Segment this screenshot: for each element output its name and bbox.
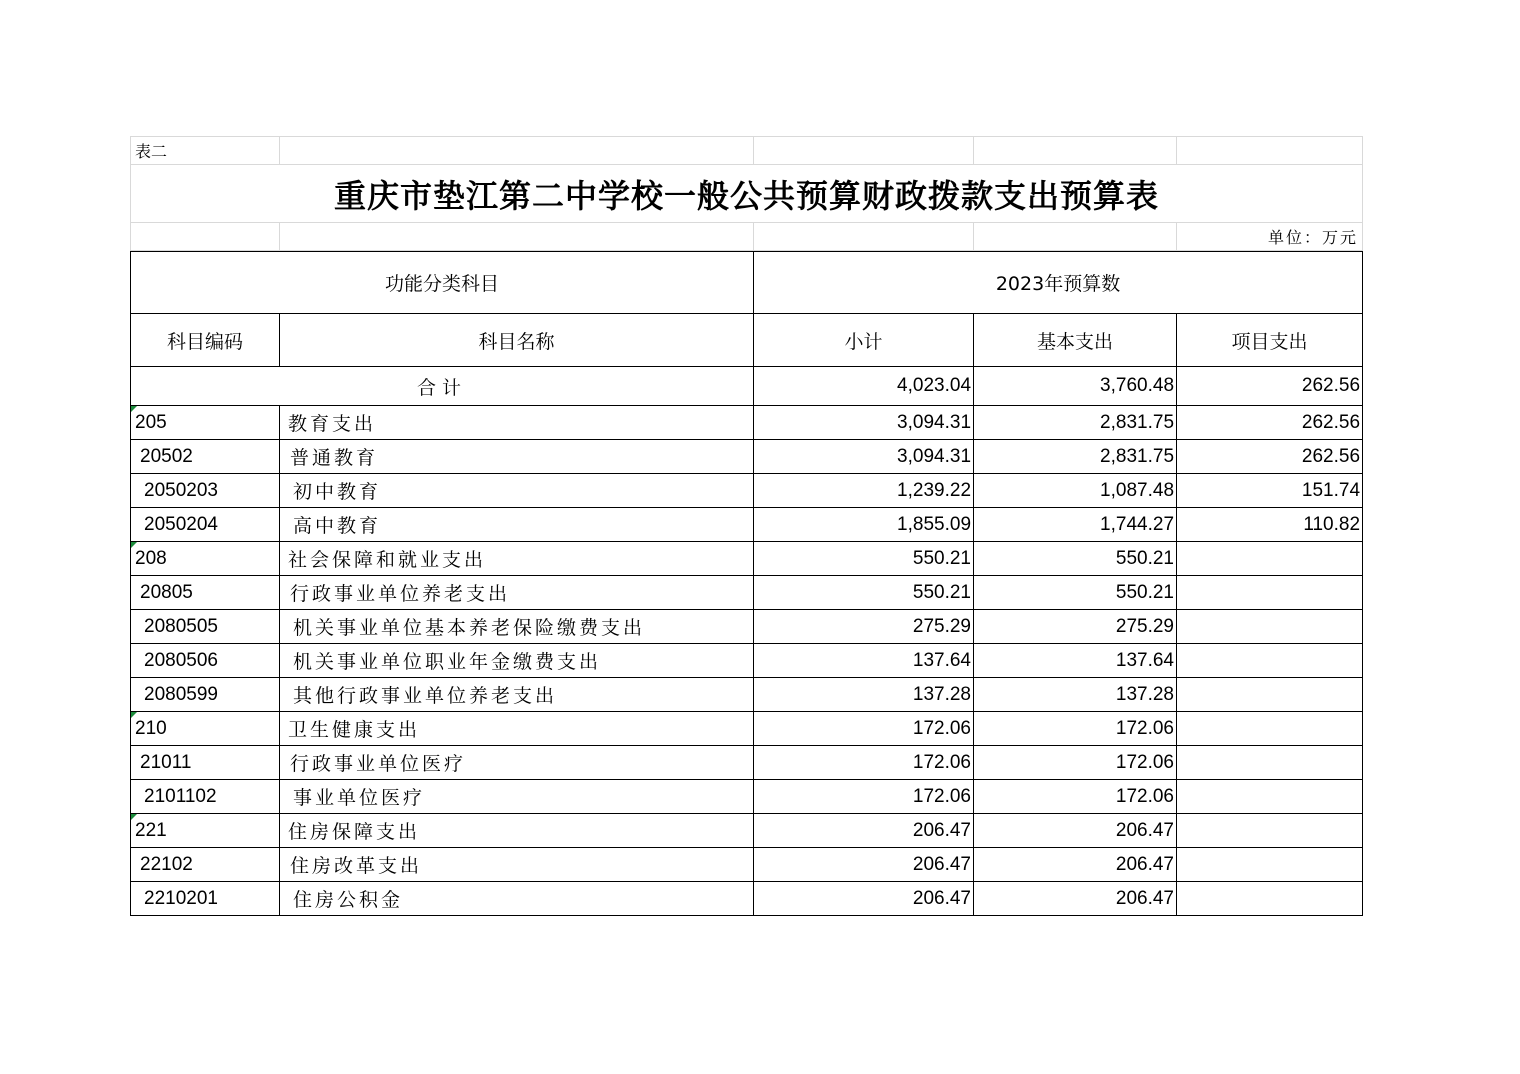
cell-code[interactable]: 2050204 [131,508,280,542]
cell-project[interactable] [1177,610,1363,644]
cell-code[interactable]: 21011 [131,746,280,780]
cell-basic[interactable]: 275.29 [974,610,1177,644]
unit-label[interactable]: 单位：万元 [1177,223,1363,251]
empty-cell[interactable] [974,137,1177,165]
cell-basic[interactable]: 172.06 [974,780,1177,814]
cell-code[interactable]: 2210201 [131,882,280,916]
cell-basic[interactable]: 206.47 [974,814,1177,848]
cell-marker-icon [131,542,137,548]
cell-subtotal[interactable]: 172.06 [754,712,974,746]
cell-code[interactable]: 2101102 [131,780,280,814]
table-label[interactable]: 表二 [131,137,280,165]
header-function-category[interactable]: 功能分类科目 [131,252,754,314]
header-subtotal[interactable]: 小计 [754,314,974,367]
cell-basic[interactable]: 172.06 [974,712,1177,746]
total-label[interactable]: 合计 [131,367,754,406]
cell-basic[interactable]: 137.28 [974,678,1177,712]
cell-project[interactable] [1177,814,1363,848]
cell-name[interactable]: 卫生健康支出 [280,712,754,746]
cell-basic[interactable]: 2,831.75 [974,440,1177,474]
cell-name[interactable]: 初中教育 [280,474,754,508]
table-row [131,712,1363,746]
cell-project[interactable]: 262.56 [1177,440,1363,474]
cell-name[interactable]: 机关事业单位基本养老保险缴费支出 [280,610,754,644]
cell-project[interactable] [1177,678,1363,712]
cell-project[interactable] [1177,882,1363,916]
cell-name[interactable]: 住房保障支出 [280,814,754,848]
table-row [131,406,1363,440]
cell-basic[interactable]: 172.06 [974,746,1177,780]
table-row [131,814,1363,848]
cell-code[interactable]: 2080505 [131,610,280,644]
cell-project[interactable]: 262.56 [1177,406,1363,440]
table-row [131,678,1363,712]
cell-project[interactable]: 110.82 [1177,508,1363,542]
cell-name[interactable]: 高中教育 [280,508,754,542]
cell-subtotal[interactable]: 275.29 [754,610,974,644]
cell-name[interactable]: 社会保障和就业支出 [280,542,754,576]
table-row [131,882,1363,916]
total-project[interactable]: 262.56 [1177,367,1363,406]
cell-subtotal[interactable]: 206.47 [754,848,974,882]
cell-code[interactable]: 20805 [131,576,280,610]
header-basic[interactable]: 基本支出 [974,314,1177,367]
table-row [131,644,1363,678]
cell-basic[interactable]: 550.21 [974,576,1177,610]
cell-basic[interactable]: 2,831.75 [974,406,1177,440]
cell-name[interactable]: 其他行政事业单位养老支出 [280,678,754,712]
cell-project[interactable] [1177,542,1363,576]
cell-subtotal[interactable]: 550.21 [754,542,974,576]
cell-basic[interactable]: 1,087.48 [974,474,1177,508]
table-body [131,406,1363,916]
cell-subtotal[interactable]: 206.47 [754,814,974,848]
cell-project[interactable] [1177,780,1363,814]
cell-code[interactable]: 22102 [131,848,280,882]
cell-code-text: 221 [135,819,167,841]
cell-basic[interactable]: 137.64 [974,644,1177,678]
cell-name[interactable]: 行政事业单位养老支出 [280,576,754,610]
empty-cell[interactable] [754,137,974,165]
cell-project[interactable] [1177,644,1363,678]
table-row [131,440,1363,474]
table-row [131,542,1363,576]
cell-subtotal[interactable]: 3,094.31 [754,440,974,474]
cell-basic[interactable]: 1,744.27 [974,508,1177,542]
cell-name[interactable]: 住房改革支出 [280,848,754,882]
page-title[interactable]: 重庆市垫江第二中学校一般公共预算财政拨款支出预算表 [131,165,1363,223]
cell-subtotal[interactable]: 137.28 [754,678,974,712]
cell-subtotal[interactable]: 1,239.22 [754,474,974,508]
empty-cell[interactable] [754,223,974,251]
cell-code[interactable]: 2080506 [131,644,280,678]
table-row [131,610,1363,644]
empty-cell[interactable] [131,223,280,251]
table-row [131,780,1363,814]
cell-name[interactable]: 普通教育 [280,440,754,474]
cell-subtotal[interactable]: 172.06 [754,746,974,780]
cell-subtotal[interactable]: 172.06 [754,780,974,814]
cell-name[interactable]: 住房公积金 [280,882,754,916]
empty-cell[interactable] [280,137,754,165]
table-row [131,508,1363,542]
cell-code-text: 205 [135,411,167,433]
cell-code[interactable] [131,814,280,848]
cell-subtotal[interactable]: 3,094.31 [754,406,974,440]
cell-project[interactable] [1177,746,1363,780]
cell-name[interactable]: 教育支出 [280,406,754,440]
empty-cell[interactable] [974,223,1177,251]
table-row [131,576,1363,610]
cell-subtotal[interactable]: 550.21 [754,576,974,610]
empty-cell[interactable] [280,223,754,251]
cell-project[interactable]: 151.74 [1177,474,1363,508]
total-subtotal[interactable]: 4,023.04 [754,367,974,406]
header-project[interactable]: 项目支出 [1177,314,1363,367]
cell-code[interactable] [131,712,280,746]
cell-marker-icon [131,406,137,412]
cell-code-text: 208 [135,547,167,569]
cell-marker-icon [131,814,137,820]
cell-name[interactable]: 事业单位医疗 [280,780,754,814]
header-name[interactable]: 科目名称 [280,314,754,367]
cell-code[interactable]: 2080599 [131,678,280,712]
cell-project[interactable] [1177,712,1363,746]
cell-subtotal[interactable]: 137.64 [754,644,974,678]
cell-name[interactable]: 行政事业单位医疗 [280,746,754,780]
table-row [131,848,1363,882]
budget-sheet [130,136,1362,916]
header-grid [130,136,1363,251]
table-row [131,746,1363,780]
header-budget-year[interactable]: 2023年预算数 [754,252,1363,314]
header-code[interactable]: 科目编码 [131,314,280,367]
cell-name[interactable]: 机关事业单位职业年金缴费支出 [280,644,754,678]
table-row [131,474,1363,508]
cell-project[interactable] [1177,848,1363,882]
cell-code[interactable] [131,542,280,576]
cell-code-text: 210 [135,717,167,739]
budget-table [130,251,1363,916]
empty-cell[interactable] [1177,137,1363,165]
cell-code[interactable]: 20502 [131,440,280,474]
cell-marker-icon [131,712,137,718]
cell-code[interactable]: 2050203 [131,474,280,508]
cell-project[interactable] [1177,576,1363,610]
cell-code[interactable] [131,406,280,440]
cell-basic[interactable]: 206.47 [974,882,1177,916]
total-basic[interactable]: 3,760.48 [974,367,1177,406]
cell-subtotal[interactable]: 206.47 [754,882,974,916]
cell-basic[interactable]: 206.47 [974,848,1177,882]
cell-basic[interactable]: 550.21 [974,542,1177,576]
cell-subtotal[interactable]: 1,855.09 [754,508,974,542]
